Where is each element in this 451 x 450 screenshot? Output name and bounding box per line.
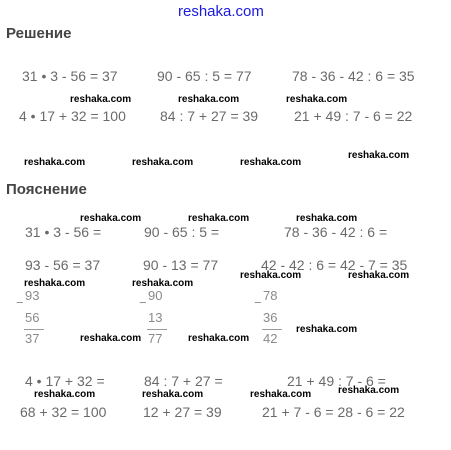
watermark: reshaka.com xyxy=(80,333,142,344)
explanation-expression: 31 • 3 - 56 = xyxy=(25,224,102,240)
explanation-expression: 84 : 7 + 27 = xyxy=(144,373,223,389)
solution-heading: Решение xyxy=(6,25,72,42)
watermark: reshaka.com xyxy=(296,213,358,224)
solution-equation: 31 • 3 - 56 = 37 xyxy=(22,68,118,84)
column-line xyxy=(262,329,282,330)
explanation-step: 42 - 42 : 6 = 42 - 7 = 35 xyxy=(261,257,408,273)
minus-sign: − xyxy=(139,295,147,310)
difference: 42 xyxy=(263,331,278,346)
difference: 37 xyxy=(25,331,40,346)
watermark: reshaka.com xyxy=(240,157,302,168)
explanation-expression: 90 - 65 : 5 = xyxy=(144,224,220,240)
watermark: reshaka.com xyxy=(348,270,410,281)
watermark: reshaka.com xyxy=(24,278,86,289)
explanation-heading: Пояснение xyxy=(6,181,87,198)
watermark: reshaka.com xyxy=(34,389,96,400)
explanation-expression: 4 • 17 + 32 = xyxy=(25,373,105,389)
column-line xyxy=(147,329,167,330)
watermark: reshaka.com xyxy=(80,213,142,224)
watermark: reshaka.com xyxy=(296,324,358,335)
minuend: 90 xyxy=(148,288,163,303)
subtrahend: 56 xyxy=(25,310,40,325)
watermark: reshaka.com xyxy=(338,385,400,396)
solution-equation: 90 - 65 : 5 = 77 xyxy=(157,68,252,84)
solution-equation: 4 • 17 + 32 = 100 xyxy=(19,108,126,124)
watermark: reshaka.com xyxy=(178,94,240,105)
subtrahend: 36 xyxy=(263,310,278,325)
solution-equation: 21 + 49 : 7 - 6 = 22 xyxy=(294,108,413,124)
explanation-step: 12 + 27 = 39 xyxy=(143,404,222,420)
explanation-step: 21 + 7 - 6 = 28 - 6 = 22 xyxy=(262,404,405,420)
explanation-step: 90 - 13 = 77 xyxy=(143,257,219,273)
explanation-expression: 21 + 49 : 7 - 6 = xyxy=(287,373,386,389)
solution-equation: 78 - 36 - 42 : 6 = 35 xyxy=(292,68,415,84)
explanation-step: 68 + 32 = 100 xyxy=(20,404,107,420)
solution-equation: 84 : 7 + 27 = 39 xyxy=(160,108,259,124)
watermark: reshaka.com xyxy=(286,94,348,105)
minus-sign: − xyxy=(254,295,262,310)
difference: 77 xyxy=(148,331,163,346)
minuend: 93 xyxy=(25,288,40,303)
watermark: reshaka.com xyxy=(132,278,194,289)
explanation-step: 93 - 56 = 37 xyxy=(25,257,101,273)
watermark: reshaka.com xyxy=(70,94,132,105)
watermark: reshaka.com xyxy=(132,157,194,168)
subtrahend: 13 xyxy=(148,310,163,325)
explanation-expression: 78 - 36 - 42 : 6 = xyxy=(284,224,388,240)
column-line xyxy=(24,329,44,330)
minus-sign: − xyxy=(16,295,24,310)
watermark: reshaka.com xyxy=(250,389,312,400)
watermark: reshaka.com xyxy=(188,333,250,344)
minuend: 78 xyxy=(263,288,278,303)
watermark: reshaka.com xyxy=(142,389,204,400)
site-title[interactable]: reshaka.com xyxy=(178,3,264,20)
watermark: reshaka.com xyxy=(24,157,86,168)
watermark: reshaka.com xyxy=(348,150,410,161)
watermark: reshaka.com xyxy=(240,270,302,281)
watermark: reshaka.com xyxy=(188,213,250,224)
